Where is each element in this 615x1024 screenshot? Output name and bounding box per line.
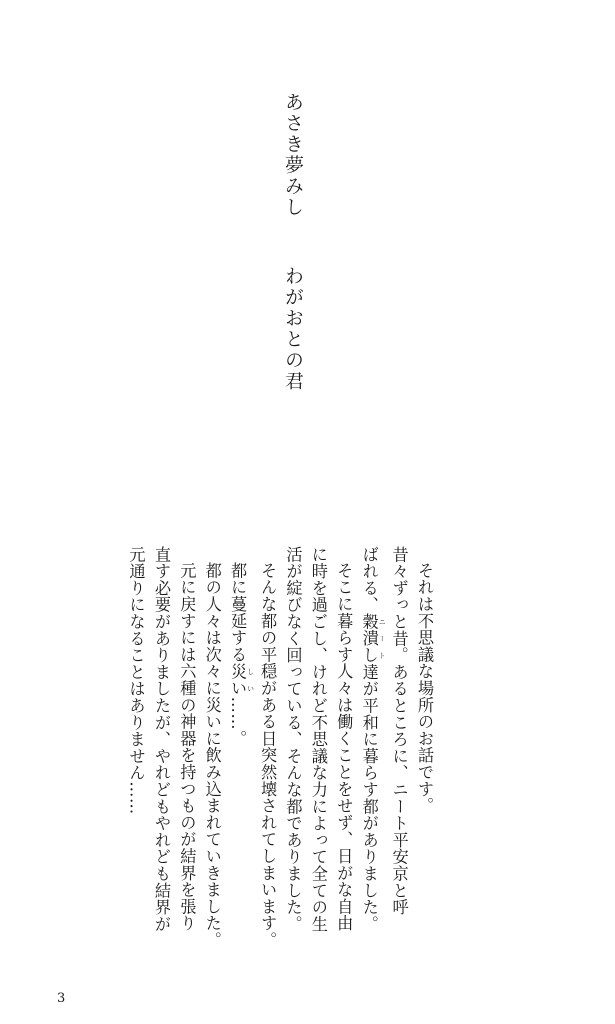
body-line-11-text: 直す必要がありましたが、やれどもやれども結界が xyxy=(151,546,171,933)
body-line-9 xyxy=(199,546,224,966)
body-line-5 xyxy=(305,546,330,966)
body-line-12 xyxy=(123,546,148,966)
body-line-8-text-a: 都に蔓延する xyxy=(228,562,248,663)
body-line-5-text: に時を過ごし、けれど不思議な力によって全ての生 xyxy=(308,546,328,933)
ruby-neet xyxy=(359,613,387,664)
body-line-7 xyxy=(255,546,280,966)
body-line-8 xyxy=(225,546,255,966)
body-line-1-text: それは不思議な場所のお話です。 xyxy=(415,562,434,815)
body-text xyxy=(123,546,437,966)
body-line-12-text: 元通りになることはありません…… xyxy=(126,546,146,815)
page-number: 3 xyxy=(57,991,66,1006)
body-line-3-text-b: 達が平和に暮らす都がありました。 xyxy=(359,663,379,933)
body-line-10-text: 元に戻すには六種の神器を持つものが結界を張り xyxy=(177,562,197,932)
ruby-text: しい xyxy=(246,663,255,697)
title-part-2: わがおとの君 xyxy=(282,266,304,392)
title-part-1: あさき夢みし xyxy=(282,92,304,218)
body-line-2 xyxy=(386,546,411,966)
ruby-base: 災い xyxy=(228,663,248,697)
body-line-4-text: そこに暮らす人々は働くことをせず、日がな自由 xyxy=(334,562,354,932)
ruby-text: ニート xyxy=(378,613,387,664)
body-line-9-text: 都の人々は次々に災いに飲み込まれていきました。 xyxy=(202,562,222,949)
body-line-10 xyxy=(174,546,199,966)
body-line-1 xyxy=(412,546,437,966)
ruby-base: 穀潰し xyxy=(359,613,379,664)
ruby-wazawai xyxy=(228,663,255,697)
body-line-6-text: 活が綻びなく回っている、そんな都でありました。 xyxy=(283,546,303,933)
body-line-4 xyxy=(331,546,356,966)
body-line-3 xyxy=(356,546,386,966)
body-line-6 xyxy=(280,546,305,966)
body-line-8-text-b: ……。 xyxy=(228,696,248,747)
body-line-7-text: そんな都の平穏がある日突然壊されてしまいます。 xyxy=(258,562,278,949)
body-line-3-text-a: ばれる、 xyxy=(359,546,379,614)
body-line-11 xyxy=(149,546,174,966)
title xyxy=(283,92,302,392)
body-line-2-text: 昔々ずっと昔。あるところに、ニート平安京と呼 xyxy=(389,546,409,916)
